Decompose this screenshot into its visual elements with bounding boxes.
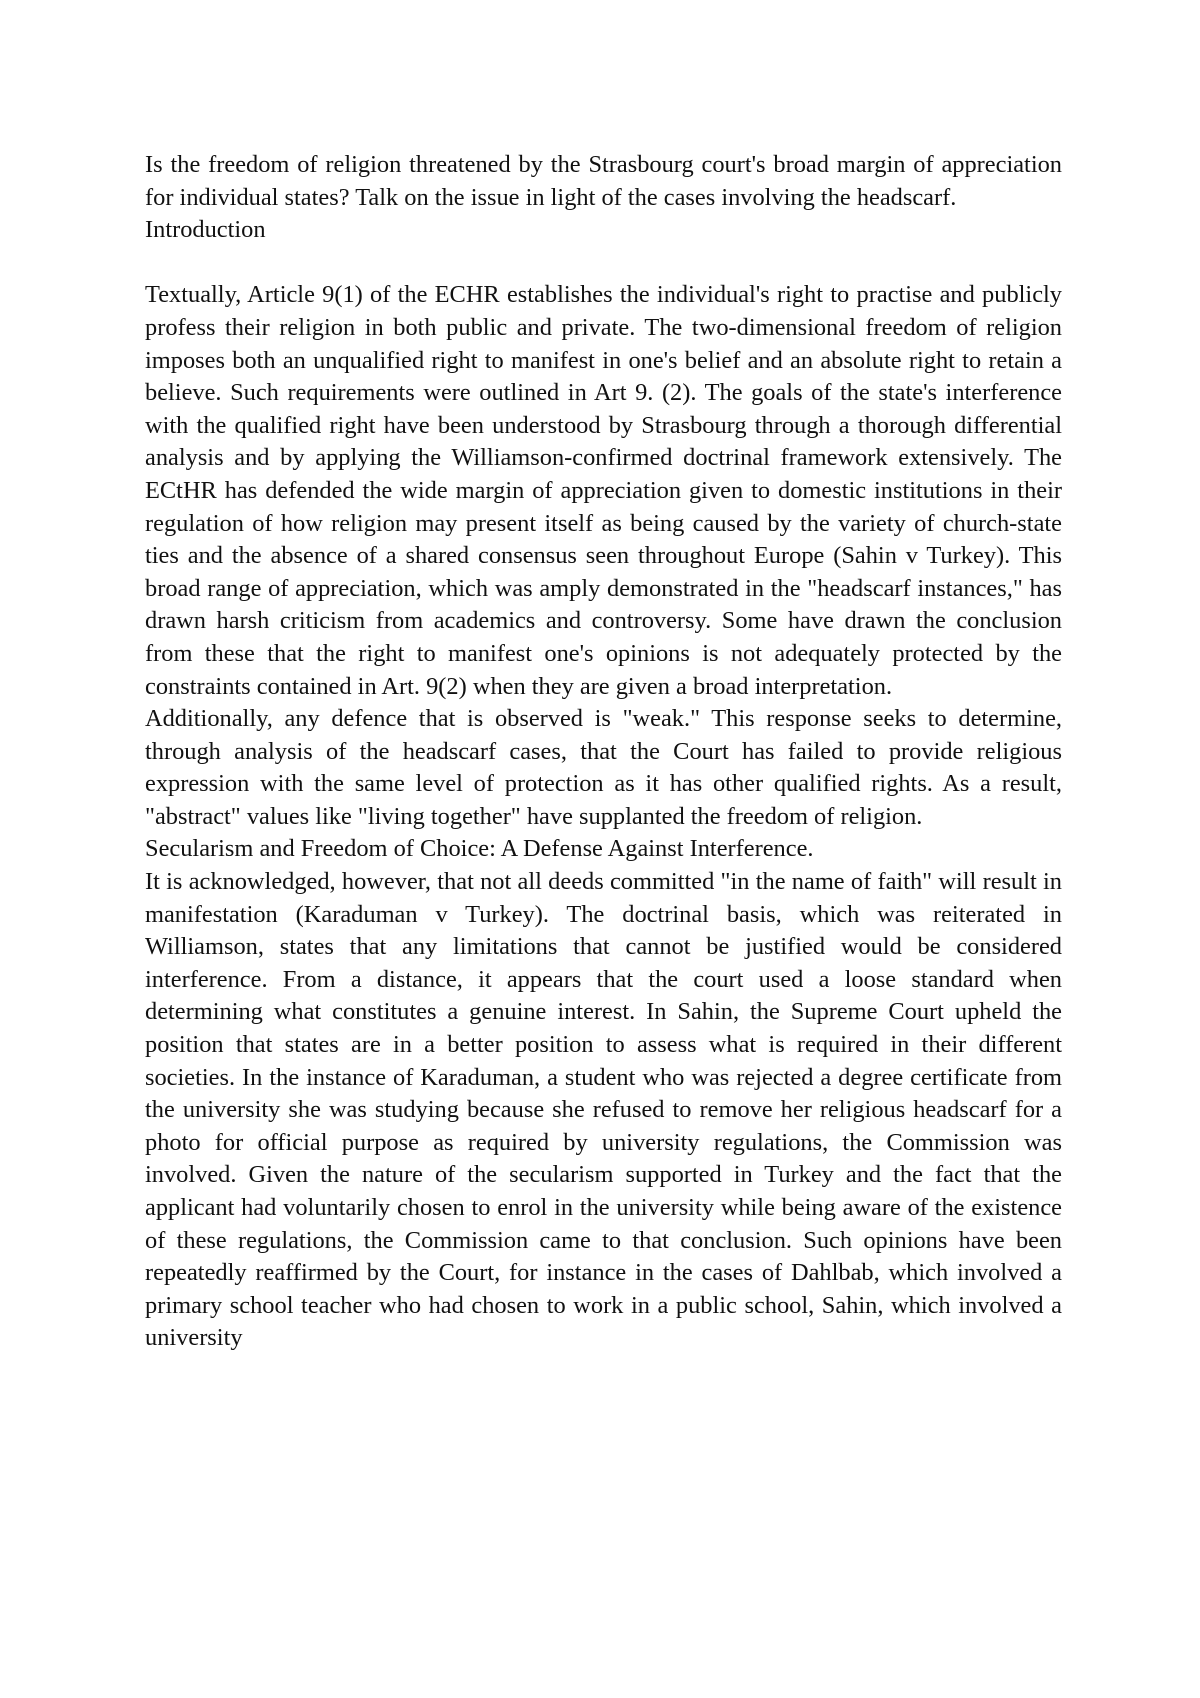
blank-line <box>145 247 1062 280</box>
document-body <box>145 149 1062 1355</box>
introduction-heading: Introduction <box>145 216 266 244</box>
intro-paragraph-2: Additionally, any defence that is observed is "weak." This response seeks to determine, through analysis of the headscarf cases, that the Court has failed to provide religious expression with the same level of protection as it has other qualified rights. As a result, "abstract" values like "living together" have supplanted the freedom of religion. <box>145 705 1062 830</box>
intro-paragraph-1: Textually, Article 9(1) of the ECHR establishes the individual's right to practise and publicly profess their religion in both public and private. The two-dimensional freedom of religion imposes both an unqualified right to manifest in one's belief and an absolute right to retain a believe. Such requirements were outlined in Art 9. (2). The goals of the state's interference with the qualified right have been understood by Strasbourg through a thorough differential analysis and by applying the Williamson-confirmed doctrinal framework extensively. The ECtHR has defended the wide margin of appreciation given to domestic institutions in their regulation of how religion may present itself as being caused by the variety of church-state ties and the absence of a shared consensus seen throughout Europe (Sahin v Turkey). This broad range of appreciation, which was amply demonstrated in the "headscarf instances," has drawn harsh criticism from academics and controversy. Some have drawn the conclusion from these that the right to manifest one's opinions is not adequately protected by the constraints contained in Art. 9(2) when they are given a broad interpretation. <box>145 281 1062 700</box>
essay-question: Is the freedom of religion threatened by the Strasbourg court's broad margin of appreciation for individual states? Talk on the issue in light of the cases involving the headscarf. <box>145 151 1062 211</box>
section-heading: Secularism and Freedom of Choice: A Defense Against Interference. <box>145 835 814 863</box>
section-paragraph-1: It is acknowledged, however, that not all deeds committed "in the name of faith" will result in manifestation (Karaduman v Turkey). The doctrinal basis, which was reiterated in Williamson, states that any limitations that cannot be justified would be considered interference. From a distance, it appears that the court used a loose standard when determining what constitutes a genuine interest. In Sahin, the Supreme Court upheld the position that states are in a better position to assess what is required in their different societies. In the instance of Karaduman, a student who was rejected a degree certificate from the university she was studying because she refused to remove her religious headscarf for a photo for official purpose as required by university regulations, the Commission was involved. Given the nature of the secularism supported in Turkey and the fact that the applicant had voluntarily chosen to enrol in the university while being aware of the existence of these regulations, the Commission came to that conclusion. Such opinions have been repeatedly reaffirmed by the Court, for instance in the cases of Dahlbab, which involved a primary school teacher who had chosen to work in a public school, Sahin, which involved a university <box>145 868 1062 1352</box>
